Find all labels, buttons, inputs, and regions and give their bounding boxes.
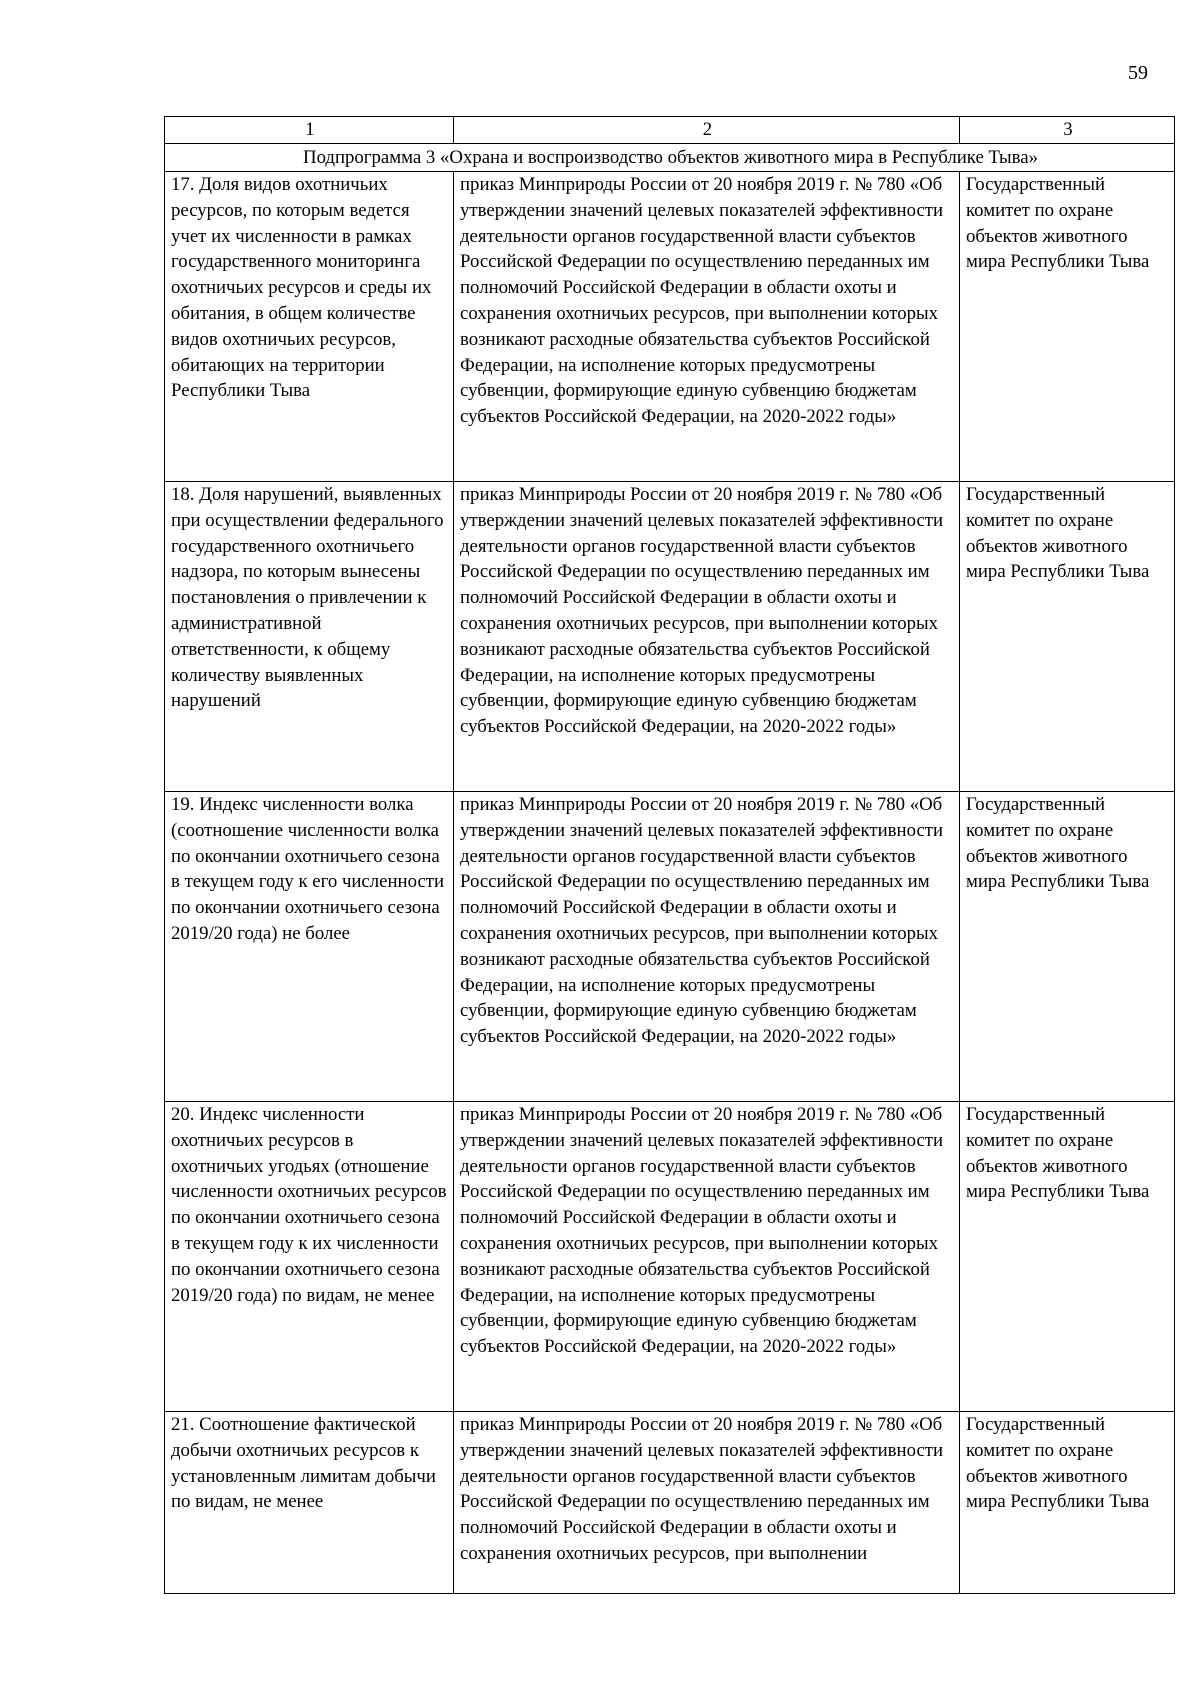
indicators-table bbox=[164, 116, 1175, 1594]
subprogram-title: Подпрограмма 3 «Охрана и воспроизводство объектов животного мира в Республике Тыва» bbox=[165, 144, 1175, 172]
table-row bbox=[165, 1412, 1175, 1594]
basis-cell: приказ Минприроды России от 20 ноября 2019 г. № 780 «Об утверждении значений целевых показателей эффективности деятельности органов государственной власти субъектов Российской Федерации по осуществлению переданных им полномочий Российской Федерации в области охоты и сохранения охотничьих ресурсов, при выполнении которых возникают расходные обязательства субъектов Российской Федерации, на исполнение которых предусмотрены субвенции, формирующие единую субвенцию бюджетам субъектов Российской Федерации, на 2020-2022 годы» bbox=[454, 792, 960, 1102]
indicator-cell: 20. Индекс численности охотничьих ресурсов в охотничьих угодьях (отношение численности охотничьих ресурсов по окончании охотничьего сезона в текущем году к их численности по окончании охотничьего сезона 2019/20 года) по видам, не менее bbox=[165, 1102, 454, 1412]
page-number: 59 bbox=[1128, 62, 1148, 84]
table-row bbox=[165, 482, 1175, 792]
responsible-cell: Государственный комитет по охране объектов животного мира Республики Тыва bbox=[960, 1102, 1175, 1412]
basis-cell: приказ Минприроды России от 20 ноября 2019 г. № 780 «Об утверждении значений целевых показателей эффективности деятельности органов государственной власти субъектов Российской Федерации по осуществлению переданных им полномочий Российской Федерации в области охоты и сохранения охотничьих ресурсов, при выполнении которых возникают расходные обязательства субъектов Российской Федерации, на исполнение которых предусмотрены субвенции, формирующие единую субвенцию бюджетам субъектов Российской Федерации, на 2020-2022 годы» bbox=[454, 482, 960, 792]
header-col-1: 1 bbox=[165, 117, 454, 144]
table-header-row bbox=[165, 117, 1175, 144]
responsible-cell: Государственный комитет по охране объектов животного мира Республики Тыва bbox=[960, 482, 1175, 792]
responsible-cell: Государственный комитет по охране объектов животного мира Республики Тыва bbox=[960, 792, 1175, 1102]
indicator-cell: 18. Доля нарушений, выявленных при осуществлении федерального государственного охотничьего надзора, по которым вынесены постановления о привлечении к административной ответственности, к общему количеству выявленных нарушений bbox=[165, 482, 454, 792]
basis-cell: приказ Минприроды России от 20 ноября 2019 г. № 780 «Об утверждении значений целевых показателей эффективности деятельности органов государственной власти субъектов Российской Федерации по осуществлению переданных им полномочий Российской Федерации в области охоты и сохранения охотничьих ресурсов, при выполнении bbox=[454, 1412, 960, 1594]
responsible-cell: Государственный комитет по охране объектов животного мира Республики Тыва bbox=[960, 172, 1175, 482]
table-row bbox=[165, 792, 1175, 1102]
basis-cell: приказ Минприроды России от 20 ноября 2019 г. № 780 «Об утверждении значений целевых показателей эффективности деятельности органов государственной власти субъектов Российской Федерации по осуществлению переданных им полномочий Российской Федерации в области охоты и сохранения охотничьих ресурсов, при выполнении которых возникают расходные обязательства субъектов Российской Федерации, на исполнение которых предусмотрены субвенции, формирующие единую субвенцию бюджетам субъектов Российской Федерации, на 2020-2022 годы» bbox=[454, 172, 960, 482]
subprogram-row bbox=[165, 144, 1175, 172]
responsible-cell: Государственный комитет по охране объектов животного мира Республики Тыва bbox=[960, 1412, 1175, 1594]
indicator-cell: 17. Доля видов охотничьих ресурсов, по которым ведется учет их численности в рамках государственного мониторинга охотничьих ресурсов и среды их обитания, в общем количестве видов охотничьих ресурсов, обитающих на территории Республики Тыва bbox=[165, 172, 454, 482]
indicator-cell: 19. Индекс численности волка (соотношение численности волка по окончании охотничьего сезона в текущем году к его численности по окончании охотничьего сезона 2019/20 года) не более bbox=[165, 792, 454, 1102]
header-col-2: 2 bbox=[454, 117, 960, 144]
table-row bbox=[165, 172, 1175, 482]
header-col-3: 3 bbox=[960, 117, 1175, 144]
indicator-cell: 21. Соотношение фактической добычи охотничьих ресурсов к установленным лимитам добычи по видам, не менее bbox=[165, 1412, 454, 1594]
table-row bbox=[165, 1102, 1175, 1412]
basis-cell: приказ Минприроды России от 20 ноября 2019 г. № 780 «Об утверждении значений целевых показателей эффективности деятельности органов государственной власти субъектов Российской Федерации по осуществлению переданных им полномочий Российской Федерации в области охоты и сохранения охотничьих ресурсов, при выполнении которых возникают расходные обязательства субъектов Российской Федерации, на исполнение которых предусмотрены субвенции, формирующие единую субвенцию бюджетам субъектов Российской Федерации, на 2020-2022 годы» bbox=[454, 1102, 960, 1412]
